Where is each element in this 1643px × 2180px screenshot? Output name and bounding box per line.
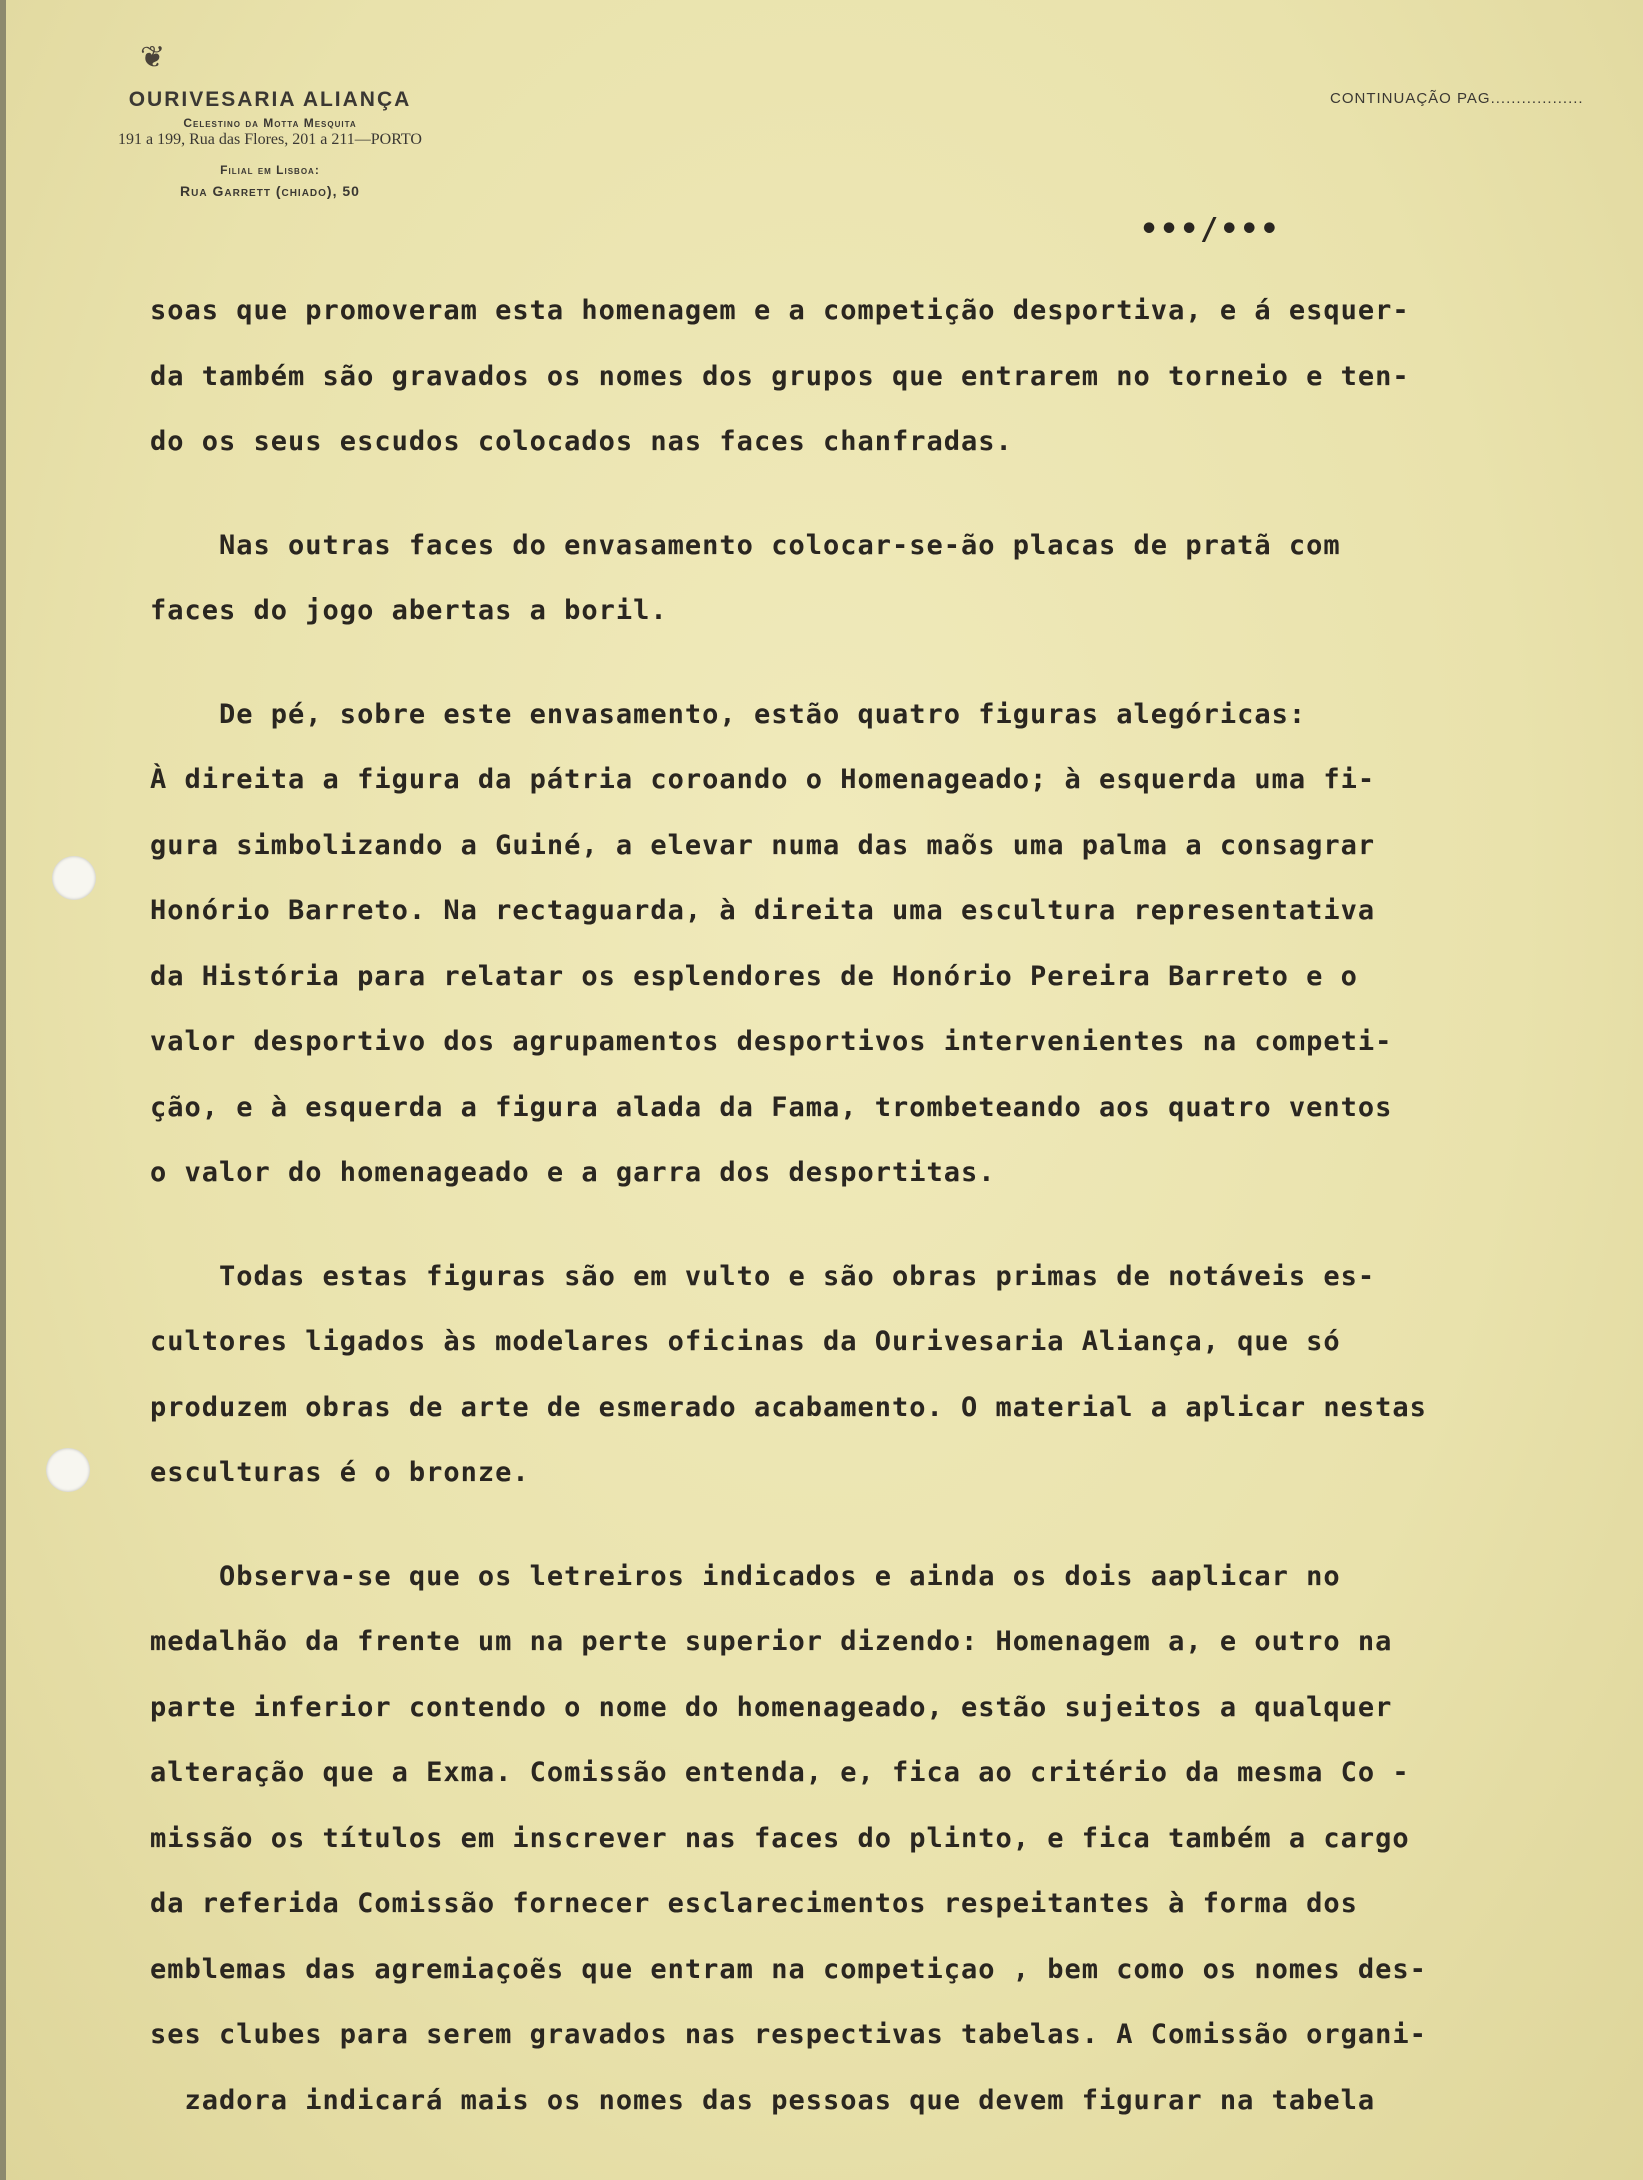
company-logo-icon: ❦ [140,41,166,74]
text-line: Todas estas figuras são em vulto e são obras primas de notáveis es- [150,1260,1376,1292]
text-line: valor desportivo dos agrupamentos desportivos intervenientes na competi- [150,1026,1393,1057]
branch-label: Filial em Lisboa: [220,163,320,177]
paragraph [150,278,1600,475]
text-line: alteração que a Exma. Comissão entenda, e, fica ao critério da mesma Co - [150,1757,1410,1788]
letterhead [70,40,470,199]
text-line: ses clubes para serem gravados nas respectivas tabelas. A Comissão organi- [150,2019,1427,2050]
text-line: soas que promoveram esta homenagem e a competição desportiva, e á esquer- [150,295,1410,326]
paragraph [150,1544,1600,2134]
text-line: Honório Barreto. Na rectaguarda, à direita uma escultura representativa [150,895,1376,926]
text-line: o valor do homenageado e a garra dos desportitas. [150,1157,996,1188]
text-line: medalhão da frente um na perte superior dizendo: Homenagem a, e outro na [150,1626,1393,1657]
text-line: esculturas é o bronze. [150,1457,530,1488]
paragraph [150,513,1600,644]
text-line: Observa-se que os letreiros indicados e ainda os dois aaplicar no [150,1560,1341,1592]
text-line: faces do jogo abertas a boril. [150,595,668,626]
text-line: De pé, sobre este envasamento, estão quatro figuras alegóricas: [150,698,1307,730]
company-name: OURIVESARIA ALIANÇA [128,88,412,111]
text-line: produzem obras de arte de esmerado acabamento. O material a aplicar nestas [150,1391,1427,1423]
company-owner: Celestino da Motta Mesquita [183,116,357,130]
punch-hole-top [52,856,96,900]
text-line: À direita a figura da pátria coroando o Homenageado; à esquerda uma fi- [150,764,1376,795]
paragraph [150,682,1600,1206]
text-line: da referida Comissão fornecer esclarecimentos respeitantes à forma dos [150,1888,1358,1919]
text-line: missão os títulos em inscrever nas faces do plinto, e fica também a cargo [150,1822,1410,1854]
text-line: parte inferior contendo o nome do homenageado, estão sujeitos a qualquer [150,1691,1393,1723]
continuation-page-label: CONTINUAÇÃO PAG.................. [1330,90,1584,107]
text-line: cultores ligados às modelares oficinas da Ourivesaria Aliança, que só [150,1326,1341,1357]
page-edge [0,0,6,2180]
text-line: ção, e à esquerda a figura alada da Fama, trombeteando aos quatro ventos [150,1091,1393,1123]
text-line: gura simbolizando a Guiné, a elevar numa das maõs uma palma a consagrar [150,829,1376,861]
text-line: da História para relatar os esplendores de Honório Pereira Barreto e o [150,960,1358,992]
text-line: emblemas das agremiaçoẽs que entram na competiçao , bem como os nomes des- [150,1953,1427,1985]
text-line: da também são gravados os nomes dos grupos que entrarem no torneio e ten- [150,360,1410,392]
punch-hole-bottom [46,1448,90,1492]
branch-address: Rua Garrett (chiado), 50 [180,183,360,199]
text-line: Nas outras faces do envasamento colocar-se-ão placas de pratã com [150,529,1341,561]
page-continuation-marker: •••/••• [1140,212,1281,247]
letter-body [150,278,1600,2171]
text-line: zadora indicará mais os nomes das pessoas que devem figurar na tabela [150,2084,1376,2116]
company-address: 191 a 199, Rua das Flores, 201 a 211—PORTO [118,131,422,148]
text-line: do os seus escudos colocados nas faces chanfradas. [150,426,1013,457]
paragraph [150,1244,1600,1506]
